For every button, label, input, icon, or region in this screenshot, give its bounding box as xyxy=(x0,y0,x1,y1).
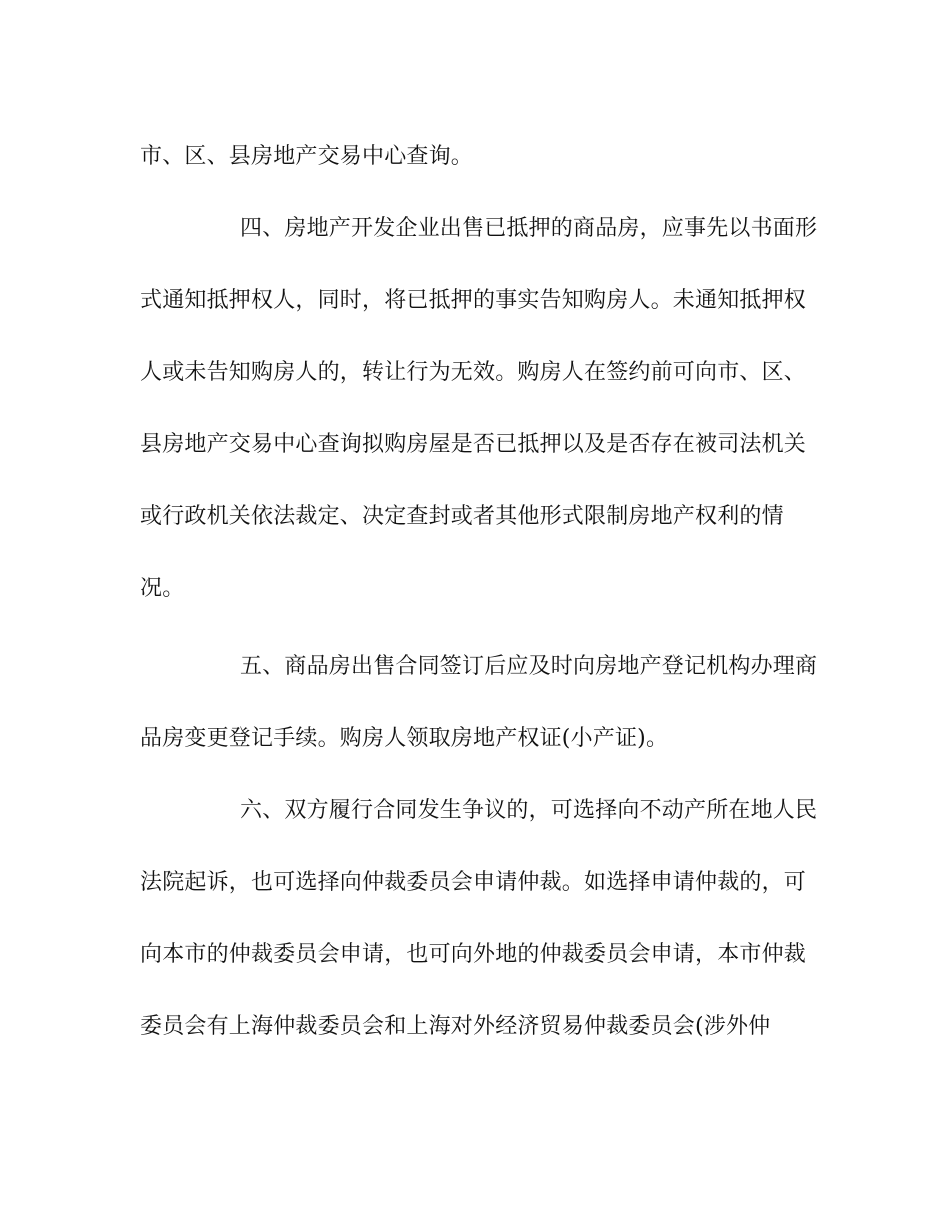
paragraph-4-line: 四、房地产开发企业出售已抵押的商品房，应事先以书面形 xyxy=(240,216,818,241)
text-line: 向本市的仲裁委员会申请，也可向外地的仲裁委员会申请，本市仲裁 xyxy=(140,942,807,967)
text-line: 品房变更登记手续。购房人领取房地产权证(小产证)。 xyxy=(140,726,669,751)
text-line: 或行政机关依法裁定、决定查封或者其他形式限制房地产权利的情 xyxy=(140,504,784,529)
text-line: 委员会有上海仲裁委员会和上海对外经济贸易仲裁委员会(涉外仲 xyxy=(140,1014,771,1039)
text-line: 法院起诉，也可选择向仲裁委员会申请仲裁。如选择申请仲裁的，可 xyxy=(140,870,807,895)
text-line: 市、区、县房地产交易中心查询。 xyxy=(140,144,474,169)
paragraph-5-line: 五、商品房出售合同签订后应及时向房地产登记机构办理商 xyxy=(240,654,818,679)
text-line: 县房地产交易中心查询拟购房屋是否已抵押以及是否存在被司法机关 xyxy=(140,432,807,457)
text-line: 人或未告知购房人的，转让行为无效。购房人在签约前可向市、区、 xyxy=(140,360,807,385)
text-line: 况。 xyxy=(140,576,185,601)
paragraph-6-line: 六、双方履行合同发生争议的，可选择向不动产所在地人民 xyxy=(240,798,818,823)
text-line: 式通知抵押权人，同时，将已抵押的事实告知购房人。未通知抵押权 xyxy=(140,288,807,313)
